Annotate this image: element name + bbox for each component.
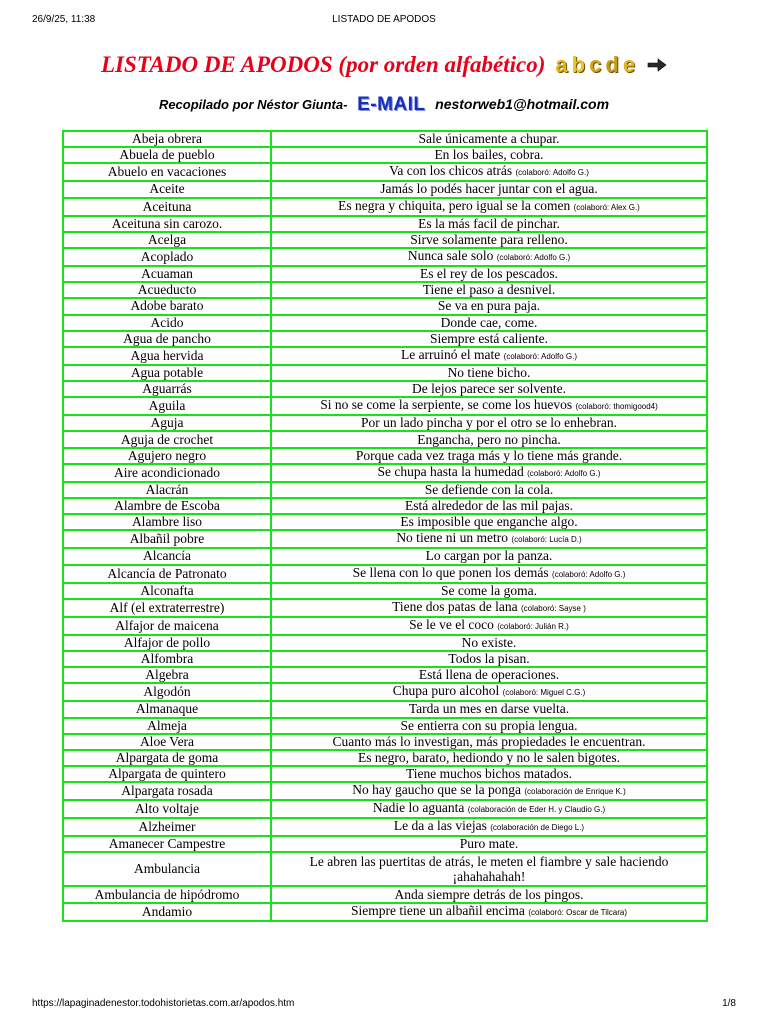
apodo-name: Abeja obrera	[63, 131, 271, 147]
email-label[interactable]: E-MAIL	[357, 94, 426, 115]
description-text: Va con los chicos atrás	[389, 163, 513, 179]
credit-note: (colaboró: Oscar de Tilcara)	[528, 907, 628, 917]
apodo-name: Andamio	[63, 903, 271, 921]
table-row	[63, 667, 707, 683]
apodo-name: Algodón	[63, 683, 271, 701]
description-text: Por un lado pincha y por el otro se lo enhebran.	[360, 415, 618, 431]
apodo-name: Alambre liso	[63, 514, 271, 530]
credit-note: (colaboró: Julián R.)	[497, 621, 569, 631]
apodo-description	[271, 565, 707, 583]
credit-note: (colaboración de Diego L.)	[490, 823, 585, 833]
credit-note: (colaboró: Adolfo G.)	[503, 351, 578, 361]
description-text: Puro mate.	[459, 836, 519, 852]
description-text: Engancha, pero no pincha.	[417, 431, 561, 447]
page-number: 1/8	[722, 998, 736, 1009]
apodo-name: Acoplado	[63, 248, 271, 266]
apodo-name: Alcancía de Patronato	[63, 565, 271, 583]
table-row	[63, 431, 707, 447]
apodo-description	[271, 181, 707, 197]
table-row	[63, 347, 707, 365]
byline	[0, 94, 768, 116]
apodo-name: Alconafta	[63, 583, 271, 599]
page-url: https://lapaginadenestor.todohistorietas.com.ar/apodos.htm	[32, 998, 295, 1009]
table-row	[63, 381, 707, 397]
description-text: Tarda un mes en darse vuelta.	[408, 701, 570, 717]
description-text: Chupa puro alcohol	[392, 683, 500, 699]
print-header	[32, 14, 736, 28]
description-text: Cuanto más lo investigan, más propiedades le encuentran.	[332, 733, 646, 749]
table-row	[63, 565, 707, 583]
credit-note: (colaboró: thomigood4)	[575, 402, 658, 412]
credit-note: (colaboró: Lucía D.)	[511, 535, 582, 545]
credit-note: (colaboró: Adolfo G.)	[527, 468, 601, 478]
apodo-description	[271, 147, 707, 163]
table-row	[63, 718, 707, 734]
letter-link-c[interactable]: c	[589, 52, 602, 77]
apodo-description	[271, 800, 707, 818]
apodo-name: Alfajor de pollo	[63, 635, 271, 651]
apodo-description	[271, 347, 707, 365]
table-row	[63, 298, 707, 314]
description-text: Tiene el paso a desnivel.	[422, 282, 556, 298]
description-text: Le da a las viejas	[393, 818, 487, 834]
apodo-description	[271, 282, 707, 298]
apodo-description	[271, 617, 707, 635]
apodo-name: Abuela de pueblo	[63, 147, 271, 163]
apodo-description	[271, 750, 707, 766]
apodo-description	[271, 331, 707, 347]
description-text: Todos la pisan.	[448, 651, 530, 667]
apodo-name: Aguja	[63, 415, 271, 431]
print-footer	[32, 998, 736, 1012]
apodo-description	[271, 498, 707, 514]
apodo-name: Aloe Vera	[63, 734, 271, 750]
apodo-description	[271, 415, 707, 431]
description-text: Porque cada vez traga más y lo tiene más grande.	[355, 447, 623, 463]
table-row	[63, 734, 707, 750]
apodo-name: Ambulancia de hipódromo	[63, 886, 271, 902]
apodo-description	[271, 701, 707, 717]
description-text: Donde cae, come.	[440, 314, 538, 330]
alphabet-nav	[555, 53, 639, 77]
table-row	[63, 198, 707, 216]
apodo-name: Acuaman	[63, 266, 271, 282]
description-text: Se le ve el coco	[409, 616, 494, 632]
description-text: Siempre está caliente.	[429, 330, 549, 346]
credit-note: (colaboró: Adolfo G.)	[552, 569, 626, 579]
email-address[interactable]: nestorweb1@hotmail.com	[435, 96, 610, 112]
table-row	[63, 818, 707, 836]
next-arrow-icon[interactable]	[647, 58, 667, 72]
apodo-name: Alpargata de quintero	[63, 766, 271, 782]
apodo-description	[271, 266, 707, 282]
apodo-name: Amanecer Campestre	[63, 836, 271, 852]
letter-link-e[interactable]: e	[622, 52, 636, 77]
apodo-description	[271, 734, 707, 750]
description-text: Se llena con lo que ponen los demás	[352, 564, 549, 580]
apodo-description	[271, 818, 707, 836]
apodo-description	[271, 886, 707, 902]
description-text: Es negra y chiquita, pero igual se la comen	[338, 197, 571, 213]
apodo-description	[271, 852, 707, 886]
table-row	[63, 498, 707, 514]
table-row	[63, 886, 707, 902]
description-text: Siempre tiene un albañil encima	[350, 902, 525, 918]
apodo-description	[271, 782, 707, 800]
description-text: No tiene bicho.	[447, 364, 531, 380]
credit-note: (colaboración de Enrique K.)	[524, 787, 626, 797]
apodo-description	[271, 431, 707, 447]
apodo-description	[271, 482, 707, 498]
apodo-name: Aceituna	[63, 198, 271, 216]
description-text: Está alrededor de las mil pajas.	[405, 498, 573, 514]
credit-note: (colaboró: Adolfo G.)	[496, 252, 571, 262]
apodo-name: Adobe barato	[63, 298, 271, 314]
table-row	[63, 464, 707, 482]
description-text: Tiene dos patas de lana	[392, 598, 518, 614]
apodo-name: Alacrán	[63, 482, 271, 498]
apodo-name: Acelga	[63, 232, 271, 248]
apodo-name: Abuelo en vacaciones	[63, 163, 271, 181]
table-row	[63, 331, 707, 347]
credit-note: (colaboró: Miguel C.G.)	[502, 688, 586, 698]
table-row	[63, 530, 707, 548]
page-heading	[0, 52, 768, 84]
apodo-description	[271, 381, 707, 397]
description-text: Nadie lo aguanta	[372, 800, 465, 816]
apodo-description	[271, 198, 707, 216]
apodo-name: Alambre de Escoba	[63, 498, 271, 514]
description-text: Es el rey de los pescados.	[420, 266, 558, 282]
table-row	[63, 415, 707, 431]
table-row	[63, 548, 707, 564]
table-row	[63, 266, 707, 282]
apodo-description	[271, 232, 707, 248]
letter-link-d[interactable]: d	[605, 52, 619, 77]
table-row	[63, 448, 707, 464]
apodo-description	[271, 903, 707, 921]
apodo-description	[271, 248, 707, 266]
apodo-description	[271, 718, 707, 734]
table-row	[63, 482, 707, 498]
credit-note: (colaboró: Adolfo G.)	[515, 168, 589, 178]
table-row	[63, 163, 707, 181]
apodo-description	[271, 583, 707, 599]
table-row	[63, 365, 707, 381]
apodo-description	[271, 365, 707, 381]
table-row	[63, 836, 707, 852]
table-row	[63, 750, 707, 766]
apodo-name: Alf (el extraterrestre)	[63, 599, 271, 617]
table-row	[63, 131, 707, 147]
table-row	[63, 903, 707, 921]
page-title: LISTADO DE APODOS (por orden alfabético)	[100, 52, 546, 77]
apodo-description	[271, 635, 707, 651]
table-row	[63, 766, 707, 782]
table-row	[63, 635, 707, 651]
description-text: Nunca sale solo	[407, 247, 494, 263]
apodo-description	[271, 464, 707, 482]
description-text: Se defiende con la cola.	[424, 481, 554, 497]
credit-note: (colaboró: Alex G.)	[573, 202, 640, 212]
apodo-description	[271, 836, 707, 852]
description-text: Es imposible que enganche algo.	[400, 514, 578, 530]
apodo-name: Ambulancia	[63, 852, 271, 886]
table-row	[63, 514, 707, 530]
table-row	[63, 282, 707, 298]
table-row	[63, 852, 707, 886]
table-row	[63, 599, 707, 617]
apodo-name: Almeja	[63, 718, 271, 734]
apodo-name: Almanaque	[63, 701, 271, 717]
description-text: Sale únicamente a chupar.	[418, 131, 560, 147]
print-doc-title: LISTADO DE APODOS	[332, 14, 436, 25]
apodo-name: Agujero negro	[63, 448, 271, 464]
apodo-description	[271, 766, 707, 782]
description-text: De lejos parece ser solvente.	[411, 381, 567, 397]
table-row	[63, 701, 707, 717]
apodo-name: Aguarrás	[63, 381, 271, 397]
apodo-name: Aire acondicionado	[63, 464, 271, 482]
apodo-description	[271, 599, 707, 617]
description-text: Lo cargan por la panza.	[425, 548, 553, 564]
table-row	[63, 216, 707, 232]
table-row	[63, 147, 707, 163]
apodo-description	[271, 448, 707, 464]
apodo-name: Acueducto	[63, 282, 271, 298]
description-text: Es negro, barato, hediondo y no le salen bigotes.	[357, 749, 621, 765]
table-row	[63, 232, 707, 248]
table-row	[63, 683, 707, 701]
description-text: Se va en pura paja.	[437, 298, 541, 314]
description-text: Se chupa hasta la humedad	[377, 463, 524, 479]
apodo-description	[271, 397, 707, 415]
description-text: Es la más facil de pinchar.	[418, 215, 560, 231]
description-text: Sirve solamente para relleno.	[410, 231, 568, 247]
table-row	[63, 651, 707, 667]
table-row	[63, 248, 707, 266]
apodo-description	[271, 163, 707, 181]
description-text: Está llena de operaciones.	[418, 667, 560, 683]
description-text: En los bailes, cobra.	[434, 147, 544, 163]
apodo-description	[271, 298, 707, 314]
apodo-description	[271, 548, 707, 564]
apodo-name: Agua de pancho	[63, 331, 271, 347]
apodo-name: Alcancía	[63, 548, 271, 564]
apodo-name: Acido	[63, 315, 271, 331]
apodo-name: Aceituna sin carozo.	[63, 216, 271, 232]
table-row	[63, 315, 707, 331]
apodo-name: Agua potable	[63, 365, 271, 381]
apodo-name: Alto voltaje	[63, 800, 271, 818]
apodo-description	[271, 131, 707, 147]
description-text: Si no se come la serpiente, se come los huevos	[320, 397, 573, 413]
credit-note: (colaboró: Sayse )	[520, 603, 586, 613]
apodo-description	[271, 667, 707, 683]
description-text: Anda siempre detrás de los pingos.	[394, 886, 584, 902]
apodo-name: Alfombra	[63, 651, 271, 667]
description-text: Tiene muchos bichos matados.	[406, 766, 572, 782]
apodo-description	[271, 651, 707, 667]
apodo-description	[271, 683, 707, 701]
letter-link-b[interactable]: b	[571, 52, 586, 77]
apodo-name: Aguila	[63, 397, 271, 415]
description-text: Se come la goma.	[441, 582, 537, 598]
table-row	[63, 617, 707, 635]
description-text: Le arruinó el mate	[400, 346, 501, 362]
apodo-name: Agua hervida	[63, 347, 271, 365]
apodo-name: Alfajor de maicena	[63, 617, 271, 635]
apodos-table	[62, 130, 708, 922]
apodo-name: Alpargata rosada	[63, 782, 271, 800]
table-row	[63, 800, 707, 818]
table-row	[63, 181, 707, 197]
apodo-name: Alzheimer	[63, 818, 271, 836]
credit-note: (colaboración de Eder H. y Claudio G.)	[467, 805, 606, 815]
apodo-name: Aguja de crochet	[63, 431, 271, 447]
apodo-name: Alpargata de goma	[63, 750, 271, 766]
apodo-description	[271, 530, 707, 548]
table-row	[63, 583, 707, 599]
apodo-description	[271, 315, 707, 331]
description-text: Le abren las puertitas de atrás, le meten el fiambre y sale haciendo ¡ahahahahah!	[309, 854, 669, 885]
table-row	[63, 782, 707, 800]
apodo-description	[271, 216, 707, 232]
apodo-description	[271, 514, 707, 530]
description-text: Jamás lo podés hacer juntar con el agua.	[380, 181, 598, 197]
apodo-name: Albañil pobre	[63, 530, 271, 548]
print-date: 26/9/25, 11:38	[32, 14, 96, 25]
apodo-name: Aceite	[63, 181, 271, 197]
letter-link-a[interactable]: a	[555, 52, 568, 77]
description-text: Se entierra con su propia lengua.	[400, 717, 578, 733]
description-text: No tiene ni un metro	[396, 530, 509, 546]
table-row	[63, 397, 707, 415]
description-text: No hay gaucho que se la ponga	[352, 782, 521, 798]
compiled-by: Recopilado por Néstor Giunta-	[158, 97, 348, 112]
apodo-name: Algebra	[63, 667, 271, 683]
description-text: No existe.	[461, 634, 517, 650]
